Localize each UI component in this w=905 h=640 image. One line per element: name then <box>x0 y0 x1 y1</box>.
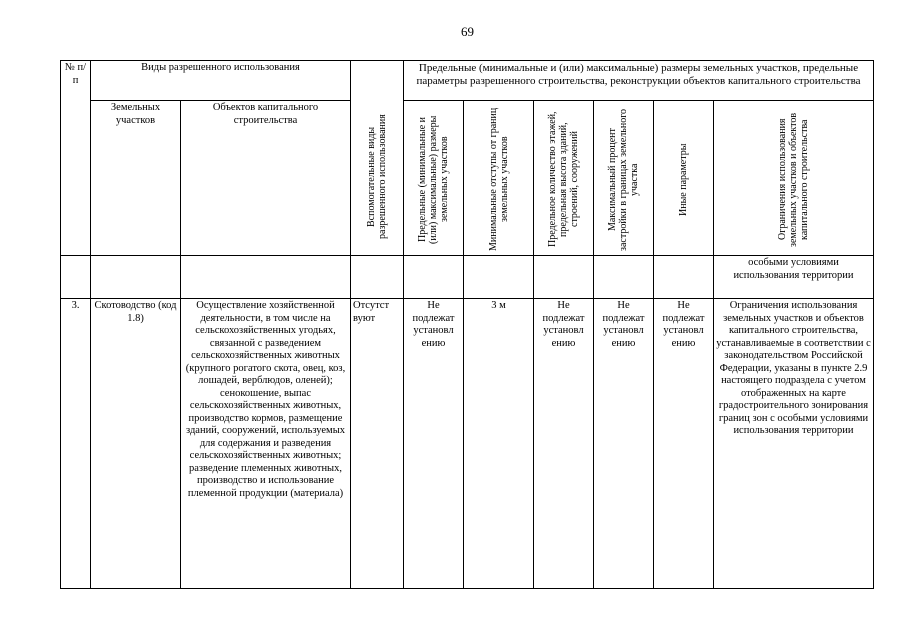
row-razmery <box>404 299 464 589</box>
header-obektov-text: Объектов капитального строительства <box>212 102 319 126</box>
header-etazhi <box>534 101 594 256</box>
header-vspom <box>351 61 404 256</box>
row-procent-text: Не подлежат установл ению <box>602 300 645 349</box>
row-procent <box>594 299 654 589</box>
continuation-cell <box>654 256 714 299</box>
header-ogranicheniya <box>714 101 874 256</box>
row-otstupy <box>464 299 534 589</box>
header-row-2 <box>61 101 874 256</box>
continuation-ogranicheniya <box>714 256 874 299</box>
row-obektov <box>181 299 351 589</box>
header-vspom-text: Вспомогательные виды разрешенного использования <box>366 114 388 240</box>
continuation-ogranicheniya-text: особыми условиями использования территории <box>733 257 854 281</box>
row-inye <box>654 299 714 589</box>
row-ogranicheniya <box>714 299 874 589</box>
row-ogranicheniya-text: Ограничения использования земельных участков и объектов капитального строительства, устанавливаемые в соответствии с законодательством Российской Федерации, указаны в пункте 2.9 настоящего подраздела с учетом отображенных на карте градостроительного зонирования границ зон с особыми условиями использования территории <box>716 300 871 436</box>
continuation-cell <box>91 256 181 299</box>
row-num <box>61 299 91 589</box>
continuation-row <box>61 256 874 299</box>
header-zemelnykh <box>91 101 181 256</box>
continuation-cell <box>534 256 594 299</box>
continuation-cell <box>594 256 654 299</box>
header-inye-text: Иные параметры <box>678 143 689 216</box>
continuation-cell <box>464 256 534 299</box>
header-procent <box>594 101 654 256</box>
header-otstupy <box>464 101 534 256</box>
header-num-text: № п/п <box>64 62 87 86</box>
row-zemelnykh <box>91 299 181 589</box>
continuation-cell <box>181 256 351 299</box>
header-etazhi-text: Предельное количество этажей, предельная высота зданий, строений, сооружений <box>547 111 580 248</box>
header-otstupy-text: Минимальные отступы от границ земельных участков <box>487 107 510 252</box>
row-inye-text: Не подлежат установл ению <box>662 300 705 349</box>
header-zemelnykh-text: Земельных участков <box>110 102 161 126</box>
header-ogranicheniya-text: Ограничения использования земельных участков и объектов капитального строительства <box>777 112 810 247</box>
row-razmery-text: Не подлежат установл ению <box>412 300 455 349</box>
header-procent-text: Максимальный процент застройки в границах земельного участка <box>607 108 640 251</box>
continuation-cell <box>351 256 404 299</box>
row-etazhi-text: Не подлежат установл ению <box>542 300 585 349</box>
zoning-regulations-table <box>60 60 874 589</box>
continuation-cell <box>404 256 464 299</box>
row-num-text: 3. <box>71 300 80 311</box>
header-row-1 <box>61 61 874 101</box>
header-num <box>61 61 91 256</box>
header-razmery-text: Предельные (минимальные и (или) максимальные) размеры земельных участков <box>417 115 450 244</box>
page-number: 69 <box>461 24 474 39</box>
header-vidy <box>91 61 351 101</box>
header-razmery <box>404 101 464 256</box>
continuation-cell <box>61 256 91 299</box>
header-predelnye-text: Предельные (минимальные и (или) максимальные) размеры земельных участков, предельные параметры разрешенного строительства, реконструкции объектов капитального строительства <box>416 62 861 87</box>
header-predelnye <box>404 61 874 101</box>
header-obektov <box>181 101 351 256</box>
row-zemelnykh-text: Скотоводство (код 1.8) <box>94 300 177 324</box>
row-otstupy-text: 3 м <box>491 300 506 311</box>
header-inye <box>654 101 714 256</box>
row-etazhi <box>534 299 594 589</box>
header-vidy-text: Виды разрешенного использования <box>141 62 300 73</box>
row-vspom-text: Отсутст вуют <box>353 300 390 324</box>
row-vspom <box>351 299 404 589</box>
row-obektov-text: Осуществление хозяйственной деятельности, в том числе на сельскохозяйственных угодьях, связанной с разведением сельскохозяйственных животных (крупного рогатого скота, овец, коз, лошадей, верблюдов, оленей); сенокошение, выпас сельскохозяйственных животных, производство кормов, размещение зданий, сооружений, используемых для содержания и разведения сельскохозяйственных животных; разведение племенных животных, производство и использование племенной продукции (материала) <box>185 300 346 499</box>
table-row <box>61 299 874 589</box>
